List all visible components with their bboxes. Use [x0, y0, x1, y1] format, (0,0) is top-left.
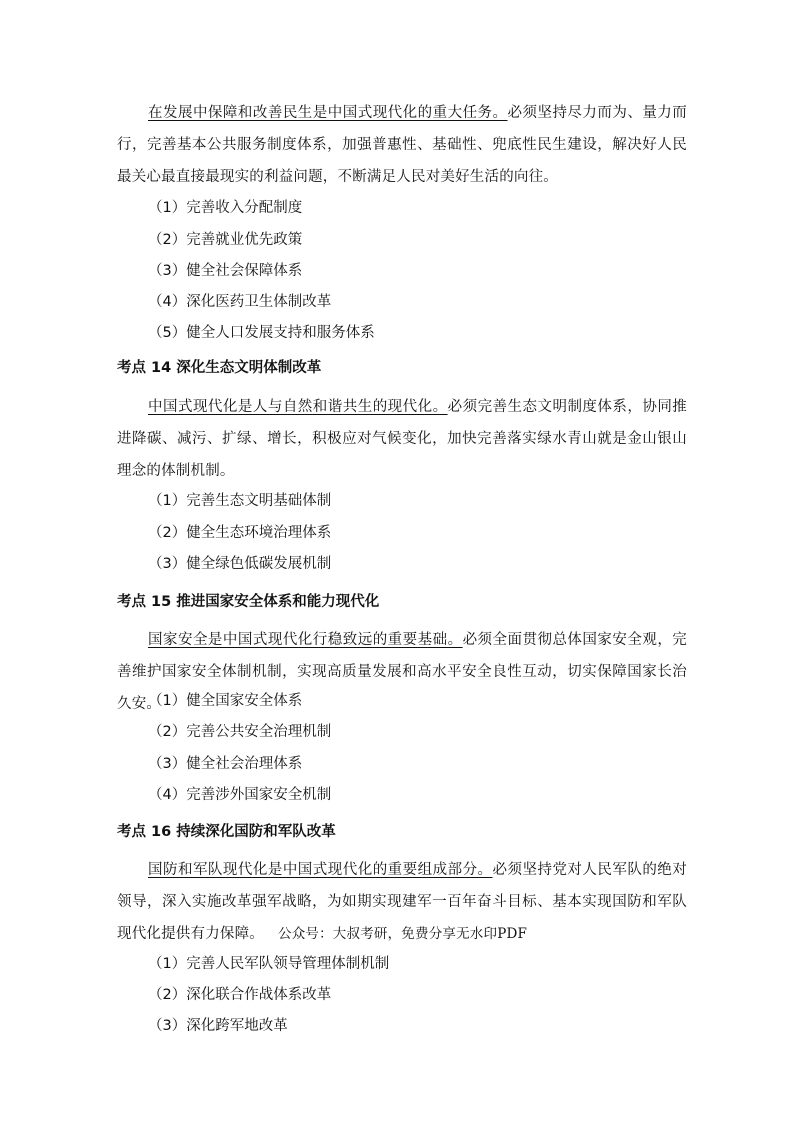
section-heading: 考点 15 推进国家安全体系和能力现代化 — [117, 594, 380, 610]
list-item: （5）健全人口发展支持和服务体系 — [148, 325, 375, 341]
paragraph-body-text: 必须完善生态文明制度体系，协同推进降碳、减污、扩绿、增长，积极应对气候变化，加快完善落实绿水青山就是金山银山理念的体制机制。 — [117, 399, 688, 479]
list-item: （2）完善就业优先政策 — [148, 232, 303, 248]
list-item: （3）健全社会治理体系 — [148, 756, 303, 772]
paragraph-body-text: 必须全面贯彻总体国家安全观，完善维护国家安全体制机制，实现高质量发展和高水平安全良性互动，切实保障国家长治久安。 — [117, 632, 687, 712]
paragraph-lead-sentence: 国家安全是中国式现代化行稳致远的重要基础。 — [148, 632, 463, 648]
paragraph-body-text: 必须坚持尽力而为、量力而行，完善基本公共服务制度体系，加强普惠性、基础性、兜底性民生建设，解决好人民最关心最直接最现实的利益问题，不断满足人民对美好生活的向往。 — [117, 105, 687, 185]
list-item: （2）健全生态环境治理体系 — [148, 525, 332, 541]
list-item: （4）深化医药卫生体制改革 — [148, 294, 332, 310]
section-heading: 考点 16 持续深化国防和军队改革 — [117, 824, 336, 840]
paragraph-body-text: 必须坚持党对人民军队的绝对领导，深入实施改革强军战略，为如期实现建军一百年奋斗目标、基本实现国防和军队现代化提供有力保障。 — [117, 862, 687, 942]
list-item: （1）健全国家安全体系 — [148, 693, 303, 709]
list-item: （2）完善公共安全治理机制 — [148, 724, 332, 740]
list-item: （1）完善收入分配制度 — [148, 200, 303, 216]
paragraph-lead-sentence: 在发展中保障和改善民生是中国式现代化的重大任务。 — [148, 105, 508, 121]
list-item: （3）深化跨军地改革 — [148, 1018, 288, 1034]
list-item: （4）完善涉外国家安全机制 — [148, 787, 332, 803]
list-item: （3）健全绿色低碳发展机制 — [148, 556, 332, 572]
paragraph-lead-sentence: 中国式现代化是人与自然和谐共生的现代化。 — [148, 399, 448, 415]
paragraph-lead-sentence: 国防和军队现代化是中国式现代化的重要组成部分。 — [148, 862, 493, 878]
section-heading: 考点 14 深化生态文明体制改革 — [117, 360, 322, 376]
section-intro-paragraph — [117, 391, 687, 487]
watermark-note: 公众号：大叔考研，免费分享无水印PDF — [278, 926, 528, 942]
section-intro-paragraph — [117, 854, 687, 950]
list-item: （2）深化联合作战体系改革 — [148, 987, 332, 1003]
list-item: （1）完善人民军队领导管理体制机制 — [148, 956, 390, 972]
list-item: （1）完善生态文明基础体制 — [148, 493, 332, 509]
section-intro-paragraph — [117, 97, 687, 193]
list-item: （3）健全社会保障体系 — [148, 263, 303, 279]
